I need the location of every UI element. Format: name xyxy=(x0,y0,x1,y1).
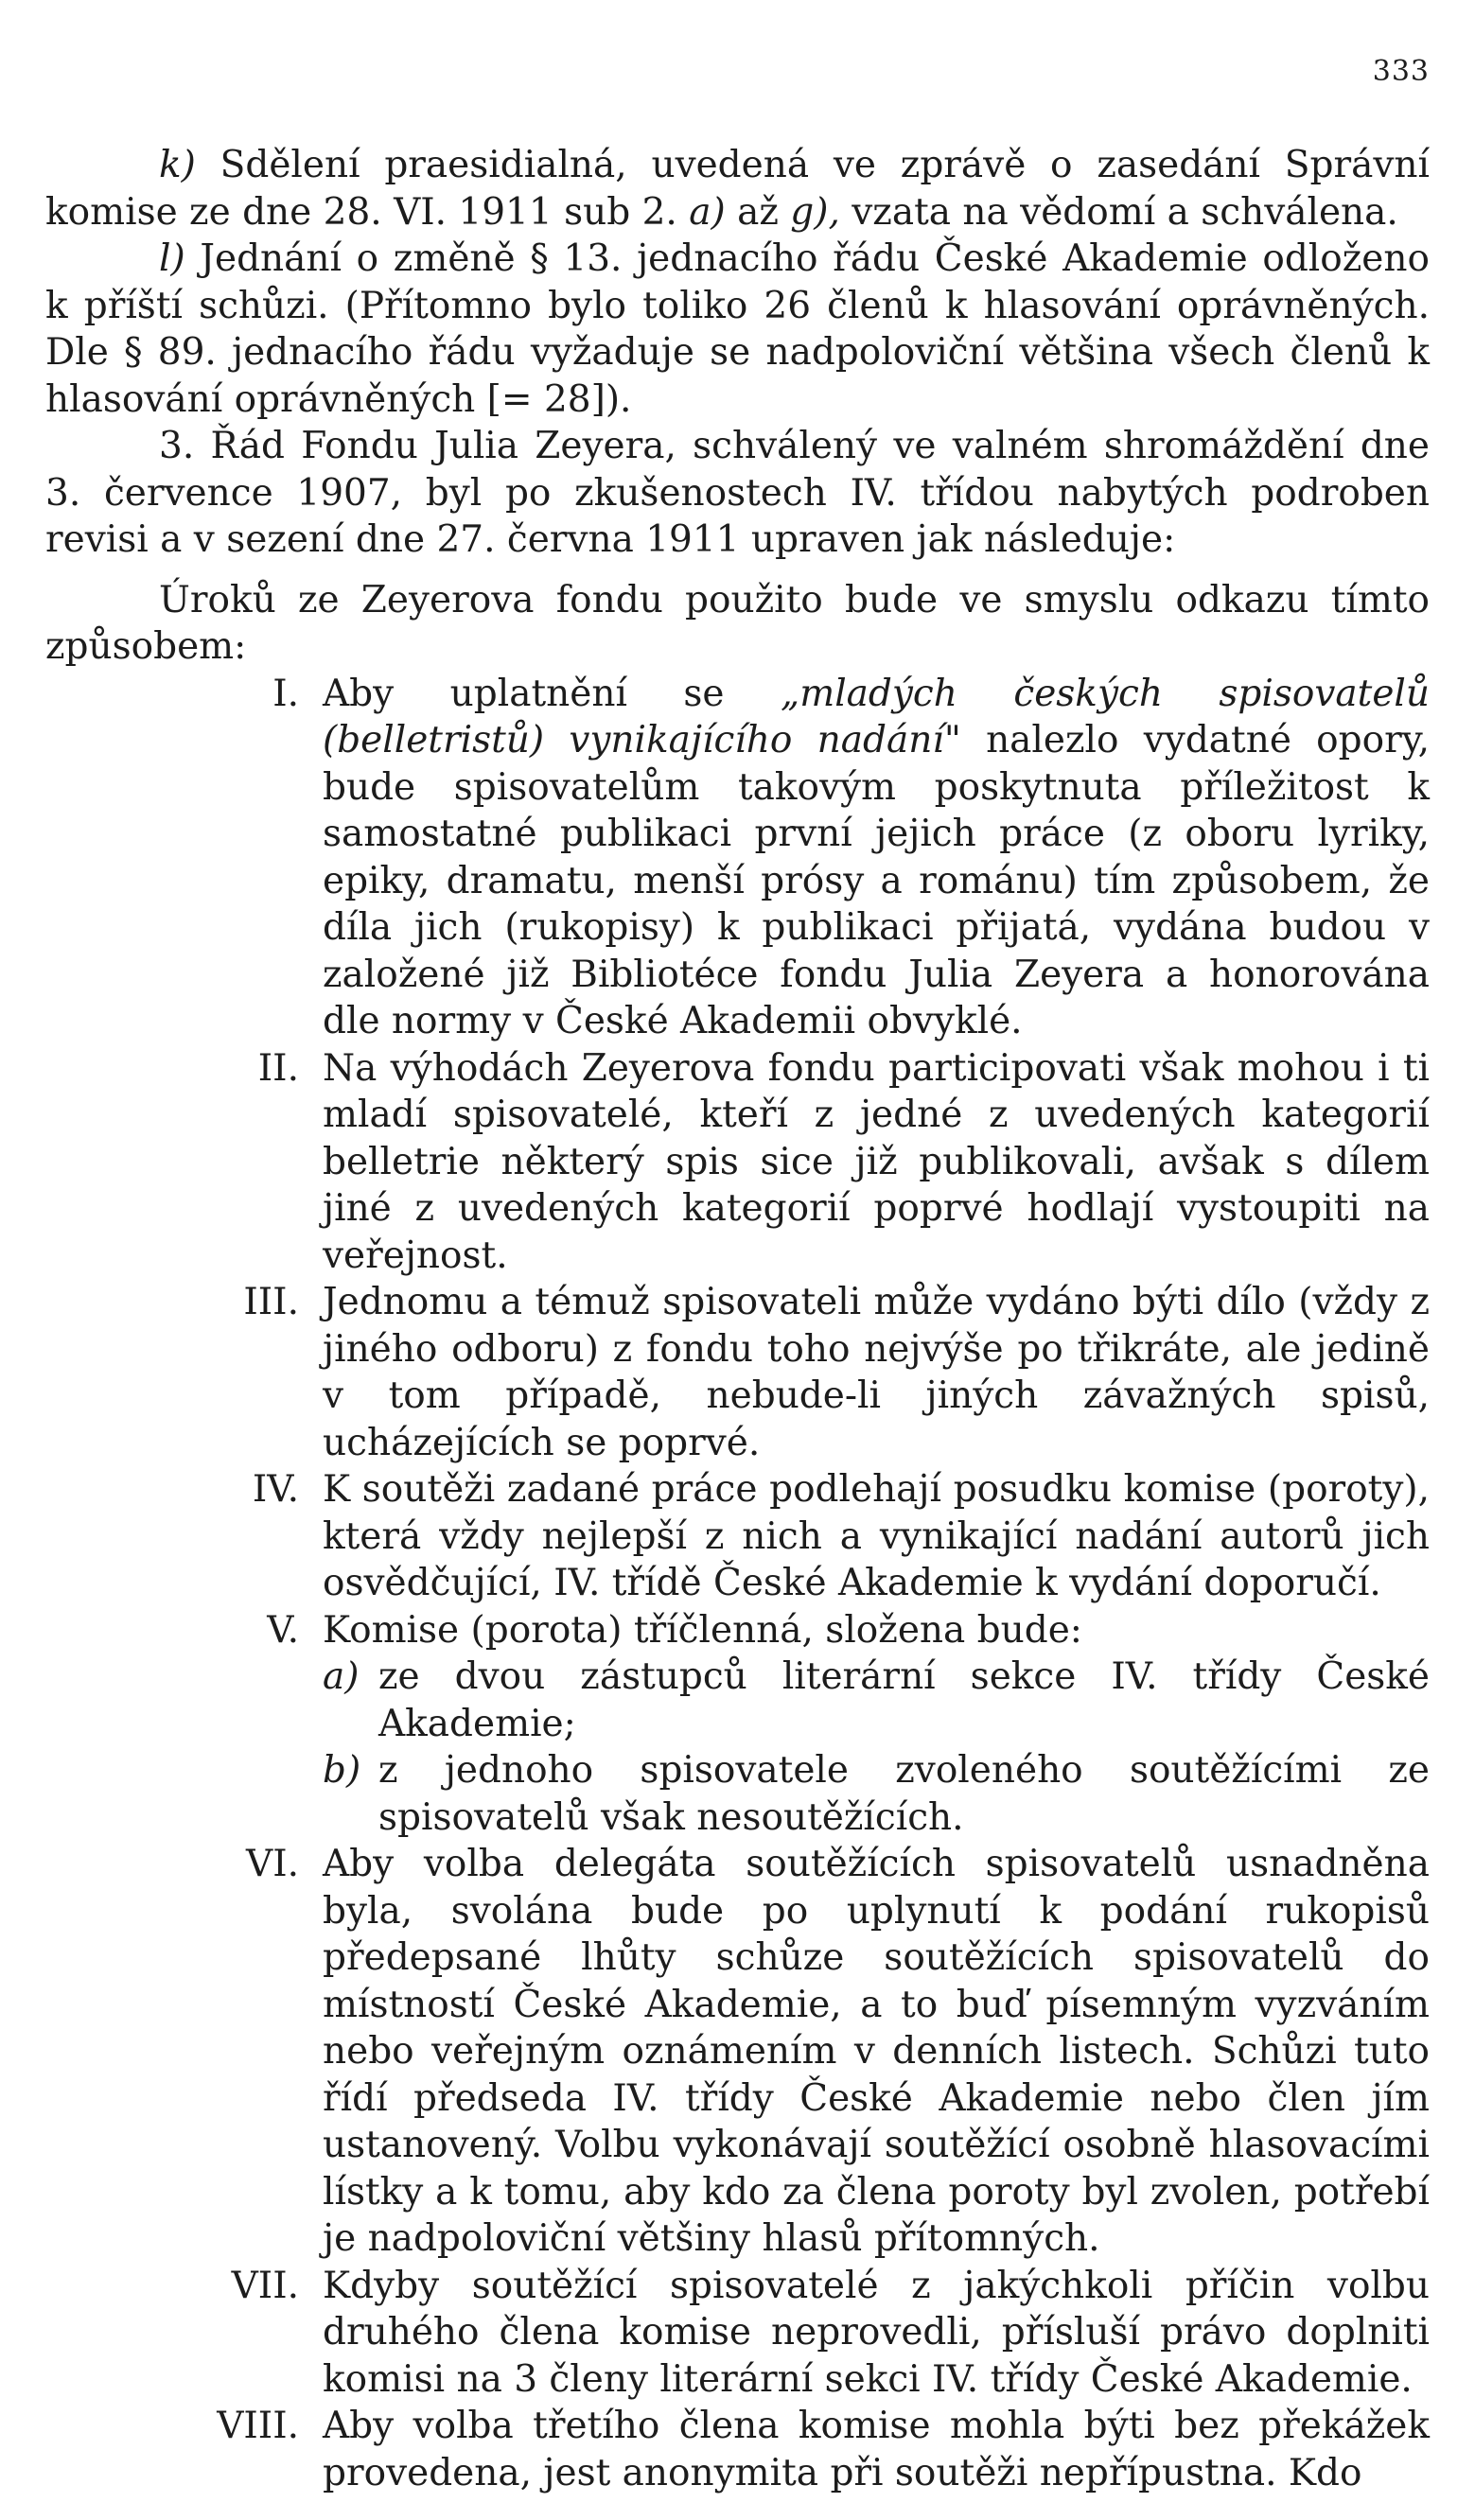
paragraph-l-label: l) xyxy=(159,237,185,280)
paragraph-k-ref-a: a) xyxy=(689,190,726,234)
item-iii-text: Jednomu a témuž spisovateli může vydáno býti dílo (vždy z jiného odboru) z fondu toho nejvýše po třikráte, ale jedině v tom případě, nebude-li jiných závažných spisů, ucházejících se poprvé. xyxy=(323,1281,1430,1464)
item-number: VI. xyxy=(246,1843,299,1885)
item-iv-text: K soutěži zadané práce podlehají posudku komise (poroty), která vždy nejlepší z nich a vynikající nadání autorů jich osvědčující, IV. třídě České Akademie k vydání doporučí. xyxy=(323,1468,1430,1604)
item-v xyxy=(45,1607,1430,1654)
item-viii-text: Aby volba třetího člena komise mohla býti bez překážek provedena, jest anonymita při soutěži nepřípustna. Kdo xyxy=(323,2405,1430,2494)
item-i-quote: „mladých českých spisovatelů (belletristů) vynikajícího nadání" xyxy=(323,672,1430,761)
item-number: II. xyxy=(257,1046,299,1090)
paragraph-k-to: až xyxy=(737,190,779,234)
item-ii xyxy=(45,1045,1430,1280)
item-ii-text: Na výhodách Zeyerova fondu participovati však mohou i ti mladí spisovatelé, kteří z jedné z uvedených kategorií belletrie některý spis sice již publikovali, avšak s dílem jiné z uvedených kategorií poprvé hodlají vystoupiti na veřejnost. xyxy=(323,1046,1430,1277)
item-vii-text: Kdyby soutěžící spisovatelé z jakýchkoli příčin volbu druhého člena komise neprovedli, přísluší právo doplniti komisi na 3 členy literární sekci IV. třídy České Akademie. xyxy=(323,2264,1430,2401)
page-number: 333 xyxy=(1372,55,1430,88)
sub-label: b) xyxy=(323,1749,361,1792)
paragraph-l xyxy=(45,236,1430,423)
item-v-a xyxy=(45,1654,1430,1747)
paragraph-k-tail: vzata na vědomí a schválena. xyxy=(852,190,1398,234)
item-number: VIII. xyxy=(217,2405,299,2447)
item-vi xyxy=(45,1841,1430,2263)
item-vi-text: Aby volba delegáta soutěžících spisovatelů usnadněna byla, svolána bude po uplynutí k podání rukopisů předepsané lhůty schůze soutěžících spisovatelů do místností České Akademie, a to buď písemným vyzváním nebo veřejným oznámením v denních listech. Schůzi tuto řídí předseda IV. třídy České Akademie nebo člen jím ustanovený. Volbu vykonávají soutěžící osobně hlasovacími lístky a k tomu, aby kdo za člena poroty byl zvolen, potřebí je nadpoloviční většiny hlasů přítomných. xyxy=(323,1843,1430,2260)
sub-label: a) xyxy=(323,1655,360,1698)
body-text xyxy=(45,142,1430,2496)
paragraph-k-ref-g: g), xyxy=(790,190,840,234)
item-number: I. xyxy=(272,672,299,715)
item-iii xyxy=(45,1279,1430,1466)
item-v-b xyxy=(45,1747,1430,1841)
item-i xyxy=(45,671,1430,1045)
item-number: IV. xyxy=(252,1468,299,1511)
item-v-a-text: ze dvou zástupců literární sekce IV. třídy České Akademie; xyxy=(378,1655,1430,1745)
item-number: V. xyxy=(267,1608,299,1652)
item-iv xyxy=(45,1466,1430,1607)
item-vii xyxy=(45,2263,1430,2404)
item-viii xyxy=(45,2403,1430,2496)
paragraph-k-label: k) xyxy=(159,144,196,186)
item-v-text: Komise (porota) tříčlenná, složena bude: xyxy=(323,1608,1082,1652)
paragraph-k xyxy=(45,142,1430,236)
paragraph-3: 3. Řád Fondu Julia Zeyera, schválený ve valném shromáždění dne 3. července 1907, byl po zkušenostech IV. třídou nabytých podroben revisi a v sezení dne 27. června 1911 upraven jak následuje: xyxy=(45,425,1430,561)
item-number: VII. xyxy=(231,2264,299,2307)
item-v-b-text: z jednoho spisovatele zvoleného soutěžícími ze spisovatelů však nesoutěžících. xyxy=(378,1749,1430,1839)
item-number: III. xyxy=(243,1281,299,1323)
intro-paragraph: Úroků ze Zeyerova fondu použito bude ve smyslu odkazu tímto způsobem: xyxy=(45,578,1430,668)
paragraph-l-text: Jednání o změně § 13. jednacího řádu České Akademie odloženo k příští schůzi. (Přítomno bylo toliko 26 členů k hlasování oprávněných. Dle § 89. jednacího řádu vyžaduje se nadpoloviční většina všech členů k hlasování oprávněných [= 28]). xyxy=(45,237,1430,421)
item-i-post: nalezlo vydatné opory, bude spisovatelům takovým poskytnuta příležitost k samostatné publikaci první jejich práce (z oboru lyriky, epiky, dramatu, menší prósy a románu) tím způsobem, že díla jich (rukopisy) k publikaci přijatá, vydána budou v založené již Bibliotéce fondu Julia Zeyera a honorována dle normy v České Akademii obvyklé. xyxy=(323,719,1430,1042)
paragraph-k-text: Sdělení praesidialná, uvedená ve zprávě o zasedání Správní komise ze dne 28. VI. 1911 sub 2. xyxy=(45,144,1430,234)
item-i-pre: Aby uplatnění se xyxy=(323,672,725,715)
